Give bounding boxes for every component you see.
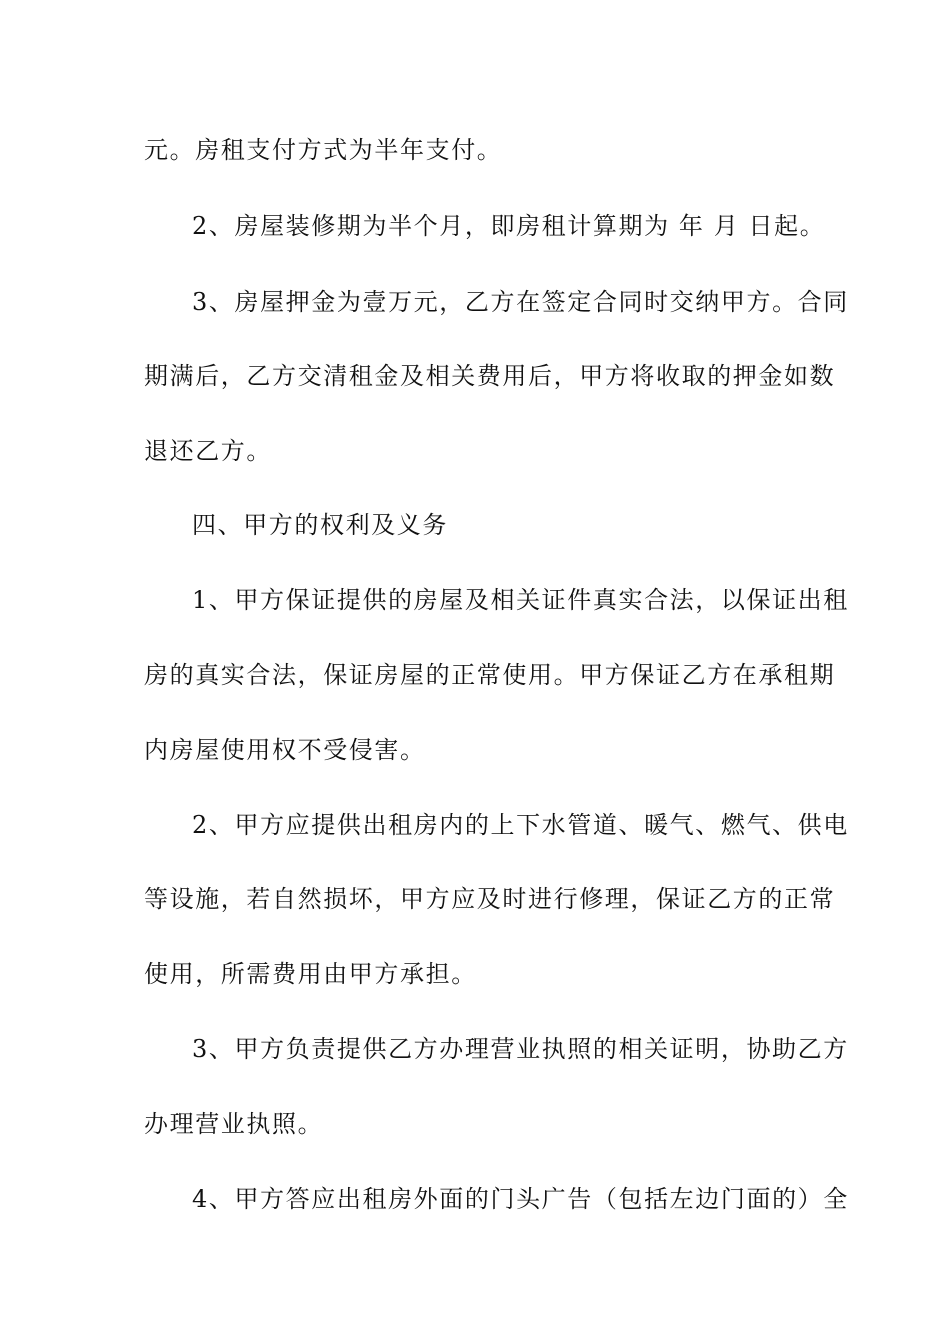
clause-4: 4、甲方答应出租房外面的门头广告（包括左边门面的）全 <box>192 1185 849 1213</box>
text-line: 办理营业执照。 <box>144 1110 324 1138</box>
clause-3: 3、房屋押金为壹万元，乙方在签定合同时交纳甲方。合同 <box>192 288 849 316</box>
text-line: 房的真实合法，保证房屋的正常使用。甲方保证乙方在承租期 <box>144 661 836 689</box>
clause-3: 3、甲方负责提供乙方办理营业执照的相关证明，协助乙方 <box>192 1035 849 1063</box>
text-line: 退还乙方。 <box>144 437 272 465</box>
text-line: 使用，所需费用由甲方承担。 <box>144 960 477 988</box>
clause-1: 1、甲方保证提供的房屋及相关证件真实合法，以保证出租 <box>192 586 849 614</box>
text-line: 等设施，若自然损坏，甲方应及时进行修理，保证乙方的正常 <box>144 885 836 913</box>
text-line: 内房屋使用权不受侵害。 <box>144 736 426 764</box>
section-heading: 四、甲方的权利及义务 <box>192 511 448 539</box>
text-line: 元。房租支付方式为半年支付。 <box>144 136 503 164</box>
text-line: 期满后，乙方交清租金及相关费用后，甲方将收取的押金如数 <box>144 362 836 390</box>
clause-2: 2、房屋装修期为半个月，即房租计算期为 年 月 日起。 <box>192 212 826 240</box>
clause-2: 2、甲方应提供出租房内的上下水管道、暖气、燃气、供电 <box>192 811 849 839</box>
